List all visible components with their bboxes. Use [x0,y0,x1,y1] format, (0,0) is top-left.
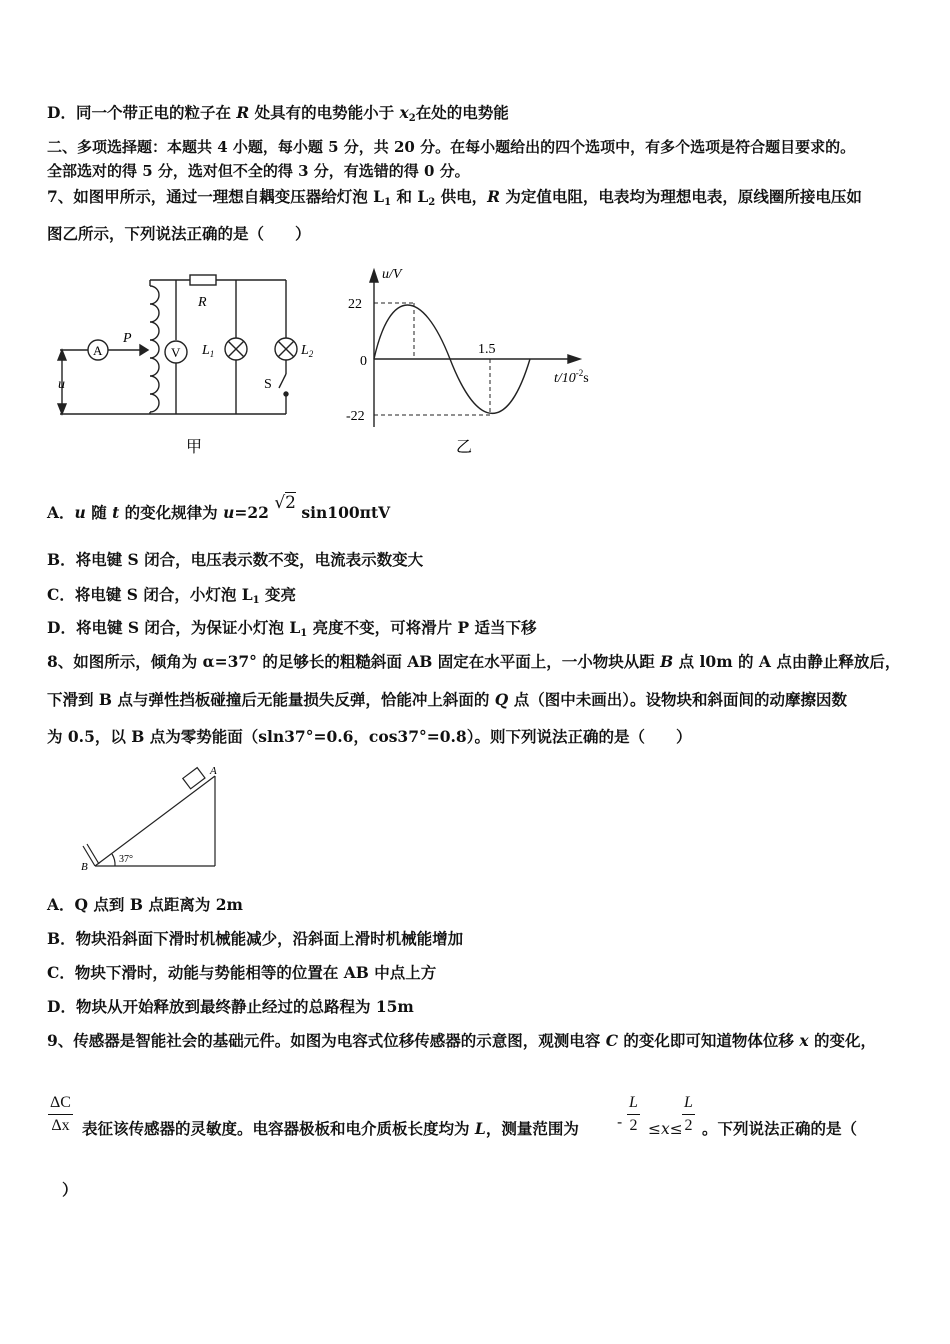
q9-stem-line2-end: 。下列说法正确的是（ [702,1119,858,1138]
q9-stem-line3: ） [62,1180,78,1199]
y-max-label: 22 [348,297,362,312]
q8-incline-figure [75,758,235,878]
minus-sign: - [617,1113,623,1131]
q7-waveform-figure [340,262,615,462]
range-inequality: ≤x≤ [648,1120,683,1138]
figure-jia-caption: 甲 [186,439,203,456]
lamp-l2-label: $L_2$ [301,343,314,359]
q7-option-a: A．u 随 t 的变化规律为 u=22 √2 sin100πtV [47,493,391,522]
voltmeter-label: V [171,345,181,360]
section-scoring-note: 全部选对的得 5 分，选对但不全的得 3 分，有选错的得 0 分。 [47,162,470,180]
angle-label: 37° [119,854,133,865]
sqrt-symbol: √2 [274,493,296,513]
lamp-l1-label: $L_1$ [202,343,215,359]
lower-bound-fraction: L 2 [629,1094,638,1134]
switch-s-label: S [264,377,272,392]
q8-option-c: C．物块下滑时，动能与势能相等的位置在 AB 中点上方 [47,963,437,982]
section-heading: 二、多项选择题：本题共 4 小题，每小题 5 分，共 20 分。在每小题给出的四个选项中，有多个选项是符合题目要求的。 [47,138,856,156]
input-u-label: u [58,377,65,392]
q7-option-d: D．将电键 S 闭合，为保证小灯泡 $L_1$ 亮度不变，可将滑片 P 适当下移 [47,618,537,639]
x-axis-label: $t/10^{-2}s$ [554,368,589,386]
q7-stem-line1: 7、如图甲所示，通过一理想自耦变压器给灯泡 $L_1$ 和 $L_2$ 供电，R 为定值电阻，电表均为理想电表，原线圈所接电压如 [47,187,862,208]
q7-option-b: B．将电键 S 闭合，电压表示数不变，电流表示数变大 [47,550,424,569]
resistor-label: R [198,295,207,310]
q8-stem-line2: 下滑到 B 点与弹性挡板碰撞后无能量损失反弹，恰能冲上斜面的 Q 点（图中未画出）。设物块和斜面间的动摩擦因数 [47,690,847,709]
y-min-label: -22 [346,409,365,424]
x-tick-label: 1.5 [478,342,496,357]
sensitivity-fraction: ΔC Δx [50,1094,71,1134]
q8-option-a: A．Q 点到 B 点距离为 2m [47,895,243,914]
ammeter-label: A [93,343,103,358]
q8-stem-line3: 为 0.5，以 B 点为零势能面（sln37°=0.6，cos37°=0.8）。则下列说法正确的是（ ） [47,727,692,746]
y-axis-label: u/V [382,267,402,282]
upper-bound-fraction: L 2 [684,1094,693,1134]
q7-circuit-figure [50,268,330,463]
figure-yi-caption: 乙 [456,439,473,456]
q9-stem-line1: 9、传感器是智能社会的基础元件。如图为电容式位移传感器的示意图，观测电容 C 的变化即可知道物体位移 x 的变化， [47,1031,876,1050]
q7-stem-line2: 图乙所示，下列说法正确的是（ ） [47,224,311,243]
slider-p-label: P [123,331,132,346]
q9-stem-line2: 表征该传感器的灵敏度。电容器极板和电介质板长度均为 L，测量范围为 [82,1119,579,1138]
origin-label: 0 [360,354,367,369]
point-a-label: A [210,765,217,777]
q6-option-d: D．同一个带正电的粒子在 R 处具有的电势能小于 $x_2$在处的电势能 [47,103,509,124]
q8-option-d: D．物块从开始释放到最终静止经过的总路程为 15m [47,997,414,1016]
q7-option-c: C．将电键 S 闭合，小灯泡 $L_1$ 变亮 [47,585,296,606]
q8-stem-line1: 8、如图所示，倾角为 α=37° 的足够长的粗糙斜面 AB 固定在水平面上，一小物块从距 B 点 l0m 的 A 点由静止释放后， [47,652,901,671]
q8-option-b: B．物块沿斜面下滑时机械能减少，沿斜面上滑时机械能增加 [47,929,464,948]
point-b-label: B [81,861,88,873]
